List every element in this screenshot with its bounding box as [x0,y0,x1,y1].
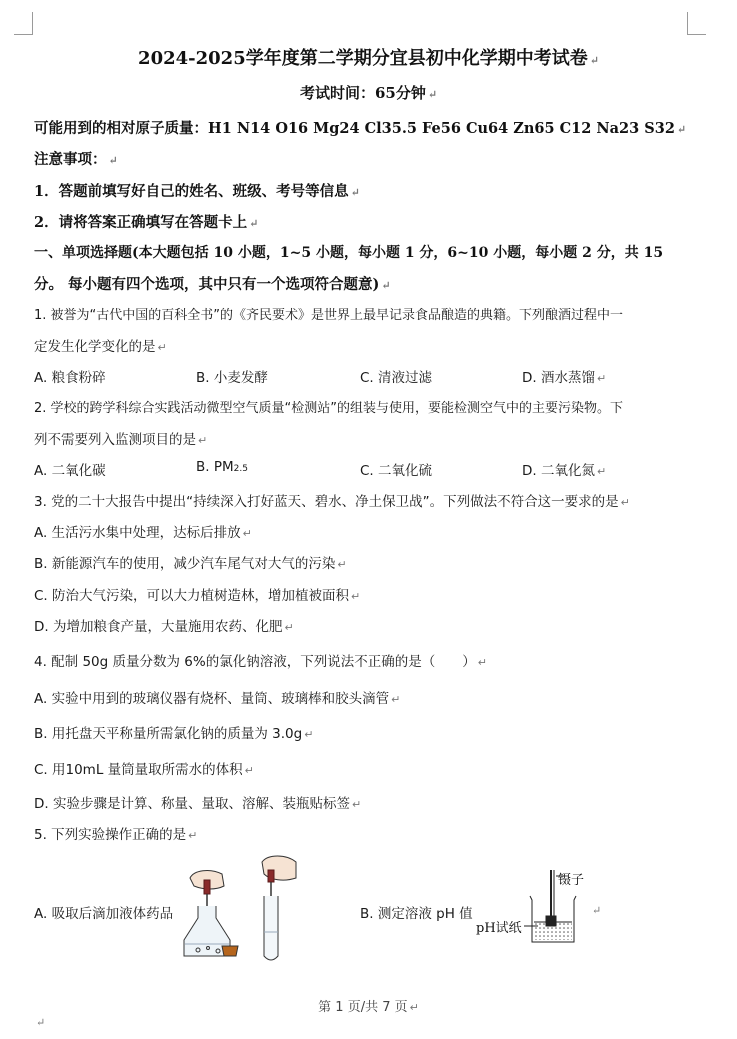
exam-time: 考试时间：65分钟 ↵ [299,84,438,102]
label-ph-paper: pH试纸 [476,921,522,936]
exam-title: 2024-2025学年度第二学期分宜县初中化学期中考试卷 ↵ [138,48,599,69]
dropper-illustration [176,852,306,966]
label-tweezers: 镊子 [558,873,585,888]
q5-option-b: B. 测定溶液 pH 值 [360,906,473,922]
section-heading: 一、单项选择题(本大题包括 10 小题，1~5 小题，每小题 1 分，6~10 小题，每小题 2 分，共 15 [34,245,664,261]
q2-option-d: D. 二氧化氮 ↵ [522,463,607,479]
notes-heading: 注意事项： ↵ [34,151,118,168]
q2-option-a: A. 二氧化碳 [34,463,106,479]
paragraph-mark: ↵ [592,904,602,917]
q3-option-d: D. 为增加粮食产量，大量施用农药、化肥 ↵ [34,619,294,635]
q1-option-b: B. 小麦发酵 [196,370,268,386]
crop-mark-top-right [687,12,706,35]
q1-option-d: D. 酒水蒸馏 ↵ [522,370,607,386]
question-5-text: 5. 下列实验操作正确的是 ↵ [34,827,198,843]
question-2-text-cont: 列不需要列入监测项目的是 ↵ [34,432,208,448]
q4-option-b: B. 用托盘天平称量所需氯化钠的质量为 3.0g ↵ [34,726,314,742]
q2-option-c: C. 二氧化硫 [360,463,433,479]
question-4-text: 4. 配制 50g 质量分数为 6%的氯化钠溶液，下列说法不正确的是（ ） ↵ [34,654,487,670]
q2-option-b: B. PM2.5 [196,459,248,475]
question-1-text: 1. 被誉为“古代中国的百科全书”的《齐民要术》是世界上最早记录食品酿造的典籍。下列酿酒过程中一 [34,308,624,323]
q4-option-d: D. 实验步骤是计算、称量、量取、溶解、装瓶贴标签 ↵ [34,796,362,812]
q4-option-c: C. 用10mL 量筒量取所需水的体积 ↵ [34,762,254,778]
page-footer: 第 1 页/共 7 页 ↵ [318,1000,419,1015]
question-1-text-cont: 定发生化学变化的是 ↵ [34,339,167,355]
question-2-text: 2. 学校的跨学科综合实践活动微型空气质量“检测站”的组装与使用，要能检测空气中的主要污染物。下 [34,401,624,416]
question-3-text: 3. 党的二十大报告中提出“持续深入打好蓝天、碧水、净土保卫战”。下列做法不符合这一要求的是 ↵ [34,494,630,510]
q3-option-c: C. 防治大气污染，可以大力植树造林，增加植被面积 ↵ [34,588,361,604]
q1-option-c: C. 清液过滤 [360,370,433,386]
q3-option-b: B. 新能源汽车的使用，减少汽车尾气对大气的污染 ↵ [34,556,347,572]
atomic-masses: 可能用到的相对原子质量：H1 N14 O16 Mg24 Cl35.5 Fe56 Cu64 Zn65 C12 Na23 S32 ↵ [34,120,687,137]
q1-option-a: A. 粮食粉碎 [34,370,106,386]
note-item: 2．请将答案正确填写在答题卡上 ↵ [34,214,259,231]
crop-mark-top-left [14,12,33,35]
section-heading-cont: 分。 每小题有四个选项，其中只有一个选项符合题意) ↵ [34,276,391,293]
q4-option-a: A. 实验中用到的玻璃仪器有烧杯、量筒、玻璃棒和胶头滴管 ↵ [34,691,401,707]
q3-option-a: A. 生活污水集中处理，达标后排放 ↵ [34,525,252,541]
q5-option-a: A. 吸取后滴加液体药品 [34,906,174,922]
paragraph-mark: ↵ [36,1016,46,1029]
note-item: 1．答题前填写好自己的姓名、班级、考号等信息 ↵ [34,183,360,200]
